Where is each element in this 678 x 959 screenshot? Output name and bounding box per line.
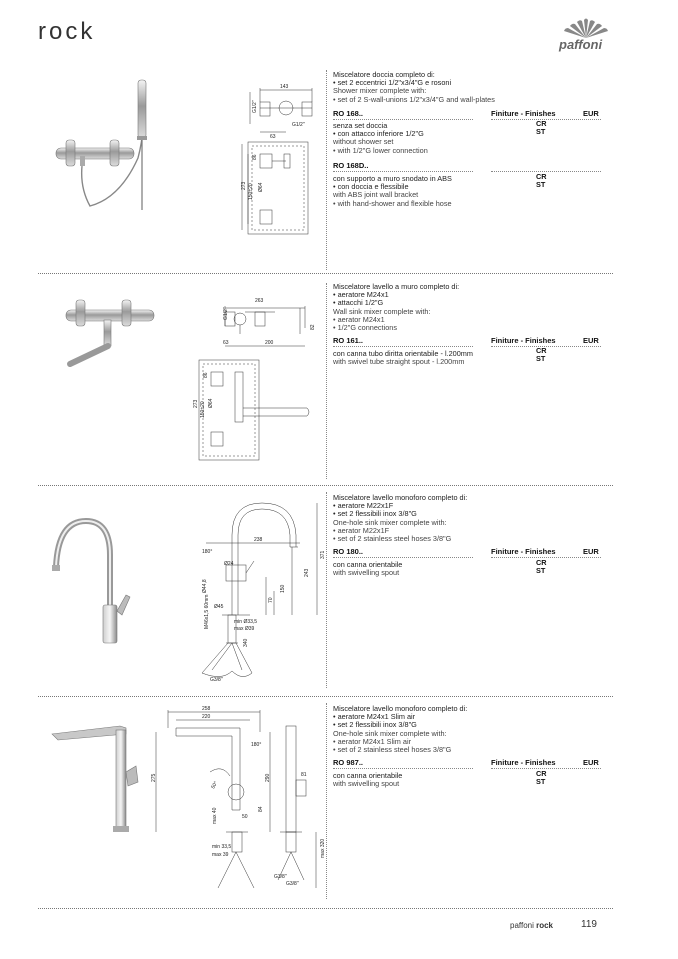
- footer-brand-name: paffoni: [510, 921, 534, 930]
- dim-label: 143: [280, 84, 289, 90]
- variant-desc-en-item: • with 1/2"G lower connection: [333, 147, 483, 155]
- intro-en-item: • 1/2"G connections: [333, 324, 523, 332]
- one-hole-sink-mixer-image: [50, 515, 140, 645]
- dim-label: 63: [270, 134, 276, 140]
- currency-label: EUR: [583, 758, 599, 767]
- intro-it-heading: Miscelatore lavello a muro completo di:: [333, 282, 460, 291]
- variant-desc-en: with swivel tube straight spout - l.200mm: [333, 357, 465, 367]
- variant-description: [333, 350, 475, 366]
- intro-text: [333, 494, 523, 543]
- dim-label: Ø45: [214, 604, 224, 610]
- intro-en-item: • set of 2 stainless steel hoses 3/8"G: [333, 535, 523, 543]
- code-underline: [333, 557, 473, 558]
- finish-code: CR: [536, 769, 547, 778]
- finish-codes: [536, 347, 547, 363]
- currency-label: EUR: [583, 109, 599, 118]
- dim-label: 263: [255, 298, 264, 304]
- dim-label: G1/2": [252, 100, 258, 113]
- variant-desc-it: con supporto a muro snodato in ABS: [333, 174, 452, 183]
- finishes-label: Finiture - Finishes: [491, 336, 556, 345]
- intro-it-heading: Miscelatore lavello monoforo completo di:: [333, 704, 468, 713]
- dim-label: G1/2": [223, 307, 229, 320]
- dim-label: G3/8": [210, 677, 223, 683]
- dim-label: G1/2": [292, 122, 305, 128]
- dim-label: 238: [254, 537, 263, 543]
- dim-label: max 40: [212, 807, 218, 824]
- footer-collection: rock: [536, 921, 554, 930]
- dim-label: G3/8": [274, 874, 287, 880]
- footer-brand: [510, 921, 553, 930]
- variant-description: [333, 122, 483, 155]
- intro-en-item: • aerator M24x1 Slim air: [333, 738, 523, 746]
- wall-sink-mixer-image: [60, 290, 160, 370]
- dim-label: Ø64: [208, 398, 214, 408]
- shower-mixer-drawing: [240, 80, 325, 240]
- finish-code: CR: [536, 119, 547, 128]
- product-code: RO 168D..: [333, 161, 369, 170]
- intro-text: [333, 71, 523, 104]
- dim-label: 86: [203, 372, 209, 378]
- dim-label: 220: [202, 714, 211, 720]
- finish-code: CR: [536, 558, 547, 567]
- finish-code: ST: [536, 127, 546, 136]
- intro-en-heading: One-hole sink mixer complete with:: [333, 517, 447, 527]
- intro-text: [333, 283, 523, 332]
- intro-en-heading: Wall sink mixer complete with:: [333, 306, 431, 316]
- code-underline: [333, 171, 473, 172]
- intro-en-item: • aerator M24x1: [333, 316, 523, 324]
- variant-desc-it: con canna orientabile: [333, 560, 403, 569]
- finishes-label: Finiture - Finishes: [491, 758, 556, 767]
- column-divider: [326, 70, 327, 270]
- variant-desc-it: senza set doccia: [333, 121, 388, 130]
- dim-label: G3/8": [286, 881, 299, 887]
- finish-codes: [536, 559, 547, 575]
- intro-it-item: • attacchi 1/2"G: [333, 299, 523, 307]
- dim-label: M46x1,5 60mm: [204, 594, 210, 629]
- product-code: RO 987..: [333, 758, 364, 767]
- dim-label: 84: [258, 806, 264, 812]
- intro-en-heading: Shower mixer complete with:: [333, 86, 427, 96]
- dim-label: 63: [223, 340, 229, 346]
- dim-label: max Ø39: [234, 626, 255, 632]
- dim-label: min Ø33,5: [234, 619, 258, 625]
- dim-label: 70: [268, 597, 274, 603]
- dim-label: 50°: [210, 780, 220, 790]
- dim-label: 180°: [202, 549, 213, 555]
- shower-mixer-image: [50, 78, 160, 218]
- dim-label: 180°: [251, 742, 262, 748]
- intro-text: [333, 705, 523, 754]
- product-code: RO 180..: [333, 547, 364, 556]
- product-code: RO 161..: [333, 336, 364, 345]
- section-divider: [38, 485, 613, 486]
- one-hole-sink-mixer-drawing: [182, 495, 326, 683]
- dim-label: 243: [304, 568, 310, 577]
- intro-en-item: • set of 2 stainless steel hoses 3/8"G: [333, 746, 523, 754]
- intro-it-item: • aeratore M22x1F: [333, 502, 523, 510]
- variant-description: [333, 772, 475, 788]
- dim-label: 258: [202, 706, 211, 712]
- intro-en-item: • set of 2 S-wall-unions 1/2"x3/4"G and wall-plates: [333, 96, 523, 104]
- dim-label: max 39: [212, 852, 229, 858]
- dim-label: 150: [280, 584, 286, 593]
- dim-label: 150±20: [248, 183, 254, 200]
- page-number: 119: [581, 919, 597, 930]
- finish-code: CR: [536, 346, 547, 355]
- dim-label: max 320: [320, 838, 326, 858]
- dim-label: 275: [151, 773, 157, 782]
- variant-desc-it-item: • con doccia e flessibile: [333, 183, 483, 191]
- dim-label: 50: [242, 814, 248, 820]
- paffoni-logo: [555, 16, 617, 54]
- page-title: rock: [38, 18, 96, 45]
- intro-it-heading: Miscelatore doccia completo di:: [333, 70, 435, 79]
- dim-label: 82: [310, 324, 316, 330]
- variant-desc-it: con canna tubo diritta orientabile - l.200mm: [333, 349, 473, 358]
- code-underline: [333, 768, 473, 769]
- finish-code: ST: [536, 777, 546, 786]
- finish-codes: [536, 173, 547, 189]
- intro-it-item: • aeratore M24x1: [333, 291, 523, 299]
- dim-label: 273: [241, 181, 247, 190]
- variant-desc-it: con canna orientabile: [333, 771, 403, 780]
- currency-label: EUR: [583, 547, 599, 556]
- finishes-label: Finiture - Finishes: [491, 547, 556, 556]
- finish-codes: [536, 770, 547, 786]
- variant-desc-en: with ABS joint wall bracket: [333, 190, 419, 200]
- variant-desc-en: without shower set: [333, 137, 394, 147]
- finish-code: ST: [536, 180, 546, 189]
- column-divider: [326, 703, 327, 899]
- variant-desc-en: with swivelling spout: [333, 568, 400, 578]
- dim-label: 200: [265, 340, 274, 346]
- dim-label: 81: [301, 772, 307, 778]
- code-underline: [333, 119, 473, 120]
- dim-label: 86: [252, 154, 258, 160]
- dim-label: Ø44,8: [202, 579, 208, 593]
- finish-codes: [536, 120, 547, 136]
- variant-desc-en: with swivelling spout: [333, 779, 400, 789]
- section-divider: [38, 696, 613, 697]
- finish-code: ST: [536, 354, 546, 363]
- finish-code: CR: [536, 172, 547, 181]
- dim-label: 290: [265, 773, 271, 782]
- variant-desc-it-item: • con attacco inferiore 1/2"G: [333, 130, 483, 138]
- section-divider: [38, 908, 613, 909]
- intro-en-heading: One-hole sink mixer complete with:: [333, 728, 447, 738]
- wall-sink-mixer-drawing: [195, 288, 320, 468]
- variant-desc-en-item: • with hand-shower and flexible hose: [333, 200, 483, 208]
- currency-label: EUR: [583, 336, 599, 345]
- intro-it-item: • aeratore M24x1 Slim air: [333, 713, 523, 721]
- variant-description: [333, 175, 483, 208]
- logo-wordmark: paffoni: [559, 37, 603, 52]
- slim-sink-mixer-drawing: [150, 702, 325, 892]
- dim-label: Ø64: [258, 182, 264, 192]
- column-divider: [326, 283, 327, 479]
- dim-label: 150±20: [200, 401, 206, 418]
- slim-sink-mixer-image: [50, 722, 145, 842]
- code-underline: [333, 346, 473, 347]
- intro-it-item: • set 2 flessibili inox 3/8"G: [333, 510, 523, 518]
- variant-description: [333, 561, 475, 577]
- section-divider: [38, 273, 613, 274]
- column-divider: [326, 492, 327, 688]
- dim-label: 340: [243, 638, 249, 647]
- finishes-label: Finiture - Finishes: [491, 109, 556, 118]
- dim-label: 371: [320, 550, 326, 559]
- dim-label: 273: [193, 399, 199, 408]
- product-code: RO 168..: [333, 109, 364, 118]
- dim-label: Ø24: [224, 561, 234, 567]
- intro-it-item: • set 2 flessibili inox 3/8"G: [333, 721, 523, 729]
- intro-en-item: • aerator M22x1F: [333, 527, 523, 535]
- intro-it-item: • set 2 eccentrici 1/2"x3/4"G e rosoni: [333, 79, 523, 87]
- dim-label: min 33,5: [212, 844, 232, 850]
- intro-it-heading: Miscelatore lavello monoforo completo di:: [333, 493, 468, 502]
- finish-code: ST: [536, 566, 546, 575]
